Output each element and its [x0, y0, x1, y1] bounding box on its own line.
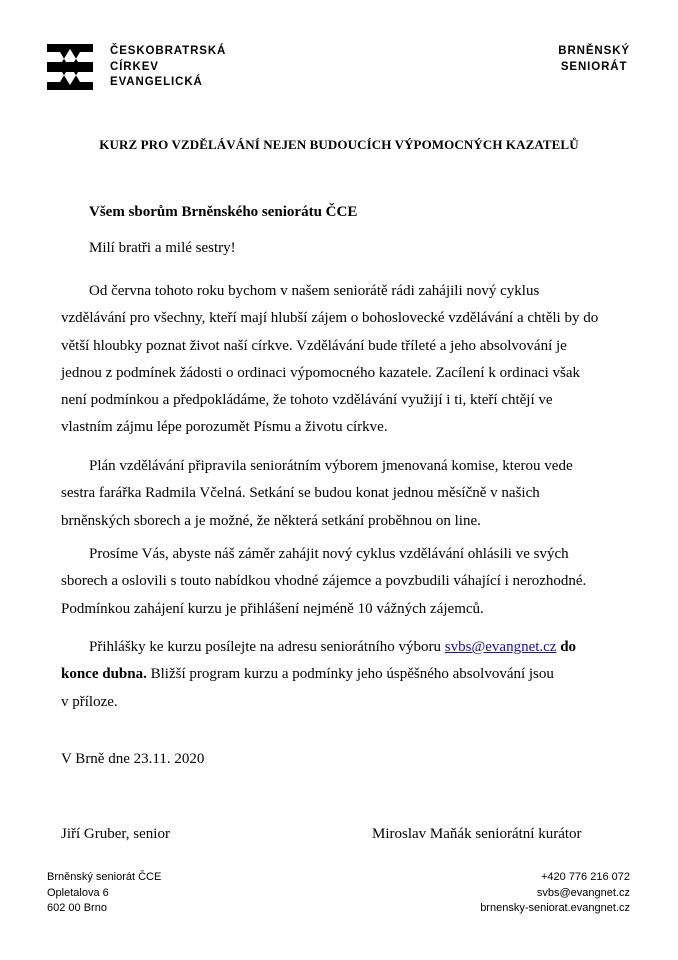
paragraph-line: Od června tohoto roku bychom v našem seniorátě rádi zahájili nový cyklus: [89, 283, 540, 299]
paragraph-1: [61, 278, 636, 442]
paragraph-line: brněnských sborech a je možné, že některá setkání proběhnou on line.: [61, 512, 481, 529]
paragraph-line: v příloze.: [61, 693, 118, 710]
deadline-text: do: [556, 639, 577, 655]
greeting: Milí bratři a milé sestry!: [89, 240, 236, 256]
paragraph-text: Bližší program kurzu a podmínky jeho úspěšného absolvování jsou: [146, 666, 554, 683]
date-line: V Brně dne 23.11. 2020: [61, 751, 205, 767]
paragraph-text: Přihlášky ke kurzu posílejte na adresu seniorátního výboru: [89, 639, 445, 655]
paragraph-line: není podmínkou a předpokládáme, že tohoto vzdělávání využijí i ti, kteří chtějí ve: [61, 392, 553, 409]
paragraph-4: [61, 634, 636, 716]
footer-line: Brněnský seniorát ČCE: [47, 871, 162, 883]
paragraph-3: [61, 541, 636, 623]
paragraph-line: [61, 634, 636, 661]
signature-senior: Jiří Gruber, senior: [61, 826, 170, 842]
addressee: Všem sborům Brněnského seniorátu ČCE: [89, 204, 358, 220]
footer-line: 602 00 Brno: [47, 902, 107, 914]
footer-address: [47, 870, 161, 917]
deadline-text: konce dubna.: [61, 666, 147, 683]
paragraph-line: sestra farářka Radmila Včelná. Setkání se budou konat jednou měsíčně v našich: [61, 485, 540, 502]
paragraph-line: Plán vzdělávání připravila seniorátním výborem jmenovaná komise, kterou vede: [89, 458, 573, 474]
paragraph-line: jednou z podmínek žádosti o ordinaci výpomocného kazatele. Zacílení k ordinaci však: [61, 364, 580, 381]
cce-logo-icon: [47, 44, 93, 90]
footer-website: brnensky-seniorat.evangnet.cz: [480, 902, 630, 914]
seniorate-name-line: SENIORÁT: [560, 60, 628, 73]
footer-contact: [480, 870, 630, 917]
church-name-line: ČESKOBRATRSKÁ: [110, 45, 227, 57]
footer-email: svbs@evangnet.cz: [536, 886, 630, 899]
paragraph-line: větší hloubky poznat život naší církve. Vzdělávání bude tříleté a jeho absolvování je: [61, 337, 567, 354]
paragraph-2: [61, 453, 636, 535]
paragraph-line: Prosíme Vás, abyste náš záměr zahájit nový cyklus vzdělávání ohlásili ve svých: [89, 546, 569, 562]
paragraph-line: [61, 661, 636, 688]
signature-curator: Miroslav Maňák seniorátní kurátor: [372, 826, 582, 842]
church-name: [110, 44, 226, 91]
email-link[interactable]: svbs@evangnet.cz: [444, 639, 557, 655]
document-title: KURZ PRO VZDĚLÁVÁNÍ NEJEN BUDOUCÍCH VÝPOMOCNÝCH KAZATELŮ: [99, 137, 579, 152]
seniorate-name: [558, 44, 630, 75]
church-name-line: EVANGELICKÁ: [110, 76, 203, 88]
church-name-line: CÍRKEV: [110, 60, 159, 73]
seniorate-name-line: BRNĚNSKÝ: [558, 45, 630, 57]
paragraph-line: vzdělávání pro všechny, kteří mají hlubší zájem o bohoslovecké vzdělávání a chtěli by do: [61, 310, 599, 327]
paragraph-line: sborech a oslovili s touto nabídkou vhodné zájemce a povzbudili váhající i nerozhodné.: [61, 573, 587, 590]
footer-phone: +420 776 216 072: [540, 871, 630, 883]
paragraph-line: Podmínkou zahájení kurzu je přihlášení nejméně 10 vážných zájemců.: [61, 600, 484, 617]
paragraph-line: vlastním zájmu lépe porozumět Písmu a životu církve.: [61, 419, 388, 436]
footer-line: Opletalova 6: [47, 886, 109, 899]
